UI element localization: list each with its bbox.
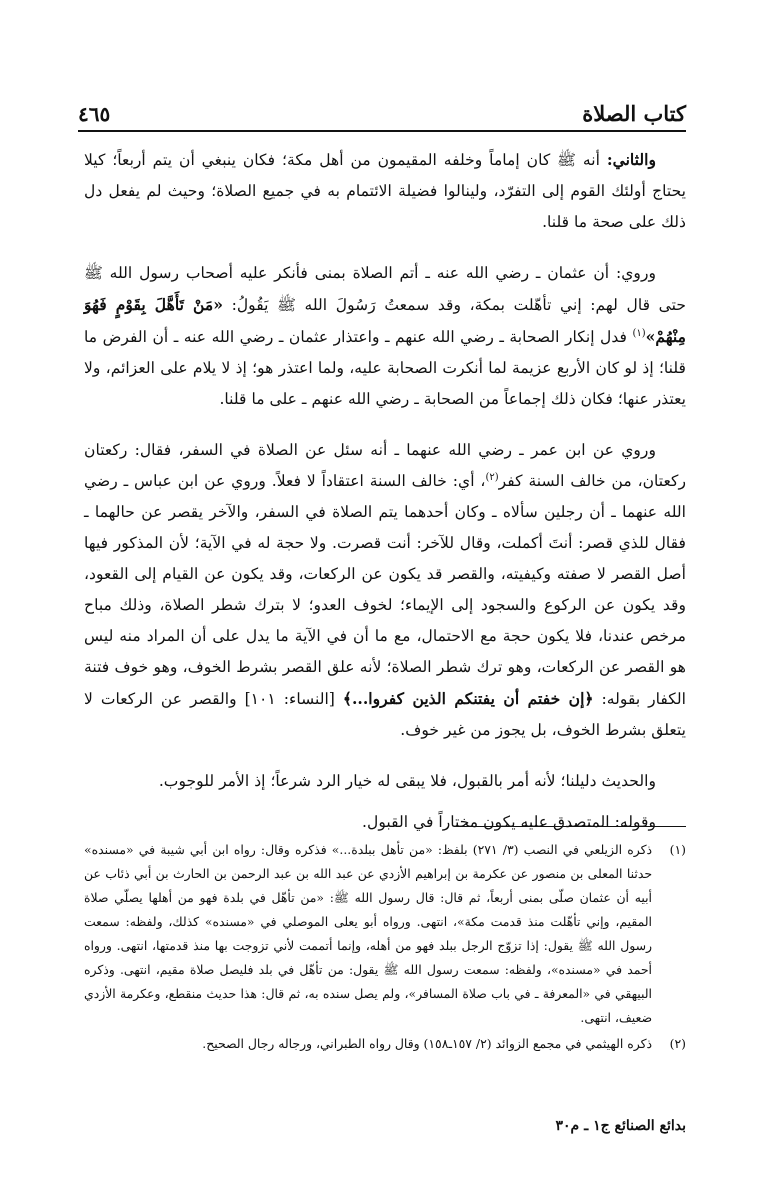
footnote-divider [456, 826, 686, 827]
footnote-1 [84, 838, 686, 1030]
paragraph-text: أنه ﷺ كان إماماً وخلفه المقيمون من أهل مكة؛ فكان ينبغي أن يتم أربعاً؛ كيلا يحتاج أولئك القوم إلى التفرّد، ولينالوا فضيلة الائتمام به في جميع الصلاة؛ وحيث لم يفعل دل ذلك على صحة ما قلنا. [84, 151, 686, 231]
paragraph-1 [84, 144, 686, 238]
paragraph-3 [84, 435, 686, 746]
footnotes [84, 838, 686, 1058]
footnote-mark: (١) [669, 842, 686, 857]
quran-verse: ﴿إن خفتم أن يفتنكم الذين كفروا...﴾ [342, 689, 594, 708]
running-title: كتاب الصلاة [582, 101, 686, 126]
page-number: ٤٦٥ [78, 102, 111, 126]
footnote-2 [84, 1032, 686, 1056]
paragraph-text: فدل إنكار الصحابة ـ رضي الله عنهم ـ واعتذار عثمان ـ رضي الله عنه ـ أن الفرض ما قلنا؛ إذ لو كان الأربع عزيمة لما أنكرت الصحابة عليه، ولما اعتذر هو؛ إذ لا يلام على العزائم، ولا يعتذر عنها؛ فكان ذلك إجماعاً من الصحابة ـ رضي الله عنهم ـ على ما قلنا. [84, 328, 686, 408]
paragraph-text: والقصر عن الركعات لا يتعلق بشرط الخوف، بل يجوز من غير خوف. [84, 690, 686, 739]
footnote-text: ذكره الزيلعي في النصب (٣/ ٢٧١) بلفظ: «من تأهل ببلدة...» فذكره وقال: رواه ابن أبي شيبة في «مسنده» حدثنا المعلى بن منصور عن عكرمة بن إبراهيم الأزدي عن عبد الله بن عبد الرحمن بن الحارث بن أبي ذئاب عن أبيه أن عثمان صلّى بمنى أربعاً، ثم قال: قال رسول الله ﷺ: «من تأهّل في بلدة فهو من أهلها يصلّي صلاة المقيم، وإني تأهّلت منذ قدمت مكة»، انتهى. ورواه أبو يعلى الموصلي في «مسنده» كذلك، ولفظه: سمعت رسول الله ﷺ يقول: إذا تزوّج الرجل ببلد فهو من أهله، وإنما أتممت لأني تزوجت بها منذ قدمتها، انتهى. ورواه أحمد في «مسنده»، ولفظه: سمعت رسول الله ﷺ يقول: من تأهّل في بلد فليصل صلاة مقيم، انتهى. وذكره البيهقي في «المعرفة ـ في باب صلاة المسافر»، ولم يصل سنده به، ثم قال: هذا حديث منقطع، وعكرمة الأزدي ضعيف، انتهى. [84, 842, 652, 1025]
main-text [84, 144, 686, 848]
hadith-quote: «مَنْ تَأَهَّلَ بِقَوْمٍ فَهُوَ مِنْهُمْ» [84, 295, 686, 346]
paragraph-text: وروي عن ابن عمر ـ رضي الله عنهما ـ أنه سئل عن الصلاة في السفر، فقال: ركعتان ركعتان، من خالف السنة كفر [84, 441, 686, 490]
page-header [78, 88, 686, 132]
paragraph-5: وقوله: المتصدق عليه يكون مختاراً في القبول. [362, 813, 656, 831]
paragraph-2 [84, 258, 686, 415]
printer-signature: بدائع الصنائع ج١ ـ م٣٠ [555, 1118, 686, 1134]
footnote-text: ذكره الهيثمي في مجمع الزوائد (٢/ ١٥٧ـ١٥٨) وقال رواه الطبراني، ورجاله رجال الصحيح. [202, 1036, 652, 1051]
verse-reference: [النساء: ١٠١] [244, 690, 343, 708]
footnote-ref-1[interactable]: (١) [632, 327, 646, 339]
paragraph-lead: والثاني: [606, 150, 656, 169]
paragraph-text: ، أي: خالف السنة اعتقاداً لا فعلاً. وروي عن ابن عباس ـ رضي الله عنهما ـ أن رجلين سألاه ـ وكان أحدهما يتم الصلاة في السفر، والآخر يقصر عن حالهما ـ فقال للذي قصر: أنتَ أكملت، وقال للآخر: أنت قصرت. ولا حجة له في الآية؛ لأن المذكور فيها أصل القصر لا صفته وكيفيته، والقصر قد يكون عن الركعات، وقد يكون عن القيام إلى القعود، وقد يكون عن الركوع والسجود إلى الإيماء؛ لخوف العدو؛ لا بترك شطر الصلاة، وذلك مباح مرخص عندنا، فلا يكون حجة مع الاحتمال، مع ما أن في الآية ما يدل على أن المراد منه ليس هو القصر عن الركعات، وهو ترك شطر الصلاة؛ لأنه علق القصر بشرط الخوف، وهو خوف فتنة الكفار بقوله: [84, 472, 686, 708]
paragraph-text: وروي: أن عثمان ـ رضي الله عنه ـ أتم الصلاة بمنى فأنكر عليه أصحاب رسول الله ﷺ حتى قال لهم: إني تأهّلت بمكة، وقد سمعتُ رَسُولَ الله ﷺ يَقُولُ: [84, 264, 686, 314]
paragraph-4: والحديث دليلنا؛ لأنه أمر بالقبول، فلا يبقى له خيار الرد شرعاً؛ إذ الأمر للوجوب. [158, 772, 656, 790]
footnote-mark: (٢) [669, 1036, 686, 1051]
footnote-ref-2[interactable]: (٢) [485, 471, 499, 483]
